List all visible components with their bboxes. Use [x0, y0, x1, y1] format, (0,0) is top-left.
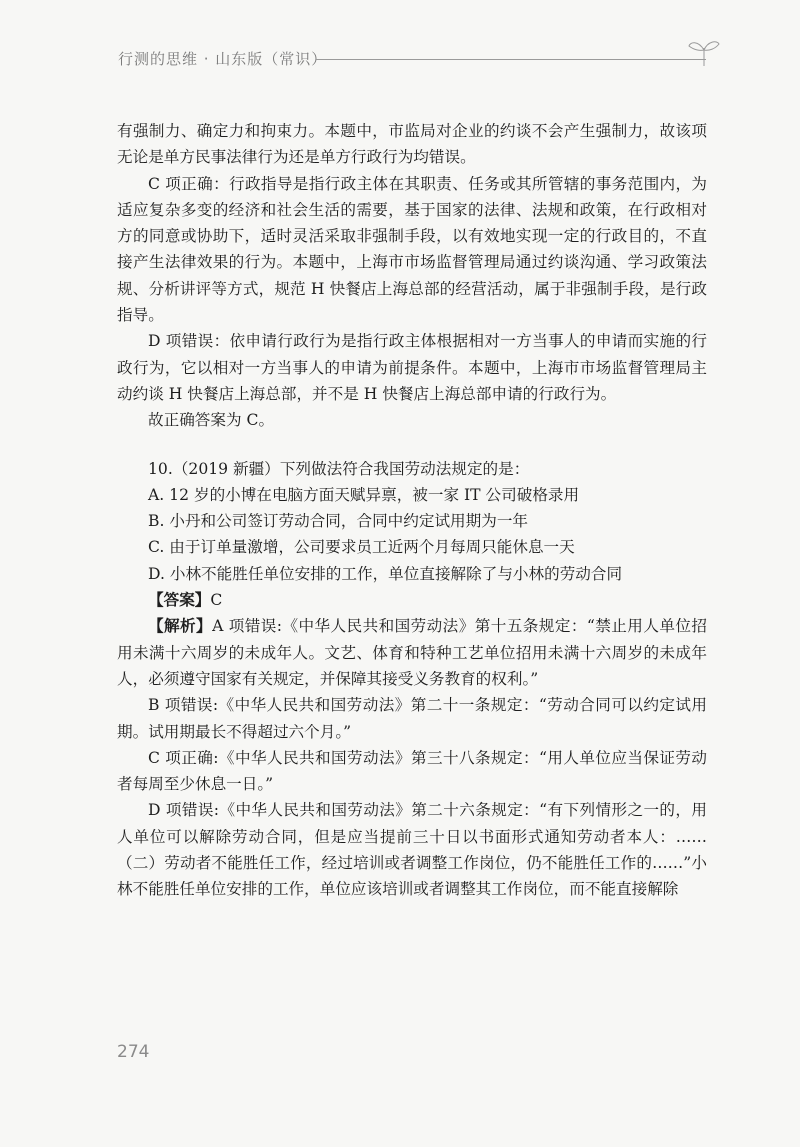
analysis-b: B 项错误:《中华人民共和国劳动法》第二十一条规定：“劳动合同可以约定试用期。试用期最长不得超过六个月。”: [117, 696, 707, 741]
question-stem: 10.（2019 新疆）下列做法符合我国劳动法规定的是：: [148, 459, 530, 478]
paragraph-option-d: D 项错误：依申请行政行为是指行政主体根据相对一方当事人的申请而实施的行政行为，它以相对一方当事人的申请为前提条件。本题中，上海市市场监督管理局主动约谈 H 快餐店上海总部，并不是 H 快餐店上海总部申请的行政行为。: [117, 332, 707, 403]
answer-value: C: [210, 591, 223, 610]
page-body: [117, 118, 707, 903]
page-number: 274: [117, 1042, 150, 1062]
analysis-c: C 项正确:《中华人民共和国劳动法》第三十八条规定：“用人单位应当保证劳动者每周至少休息一日。”: [117, 748, 707, 794]
running-header: [118, 44, 718, 74]
answer-tag: 【答案】: [148, 590, 211, 610]
header-title: 行测的思维 · 山东版（常识）: [118, 50, 328, 68]
analysis-d: D 项错误:《中华人民共和国劳动法》第二十六条规定：“有下列情形之一的，用人单位可以解除劳动合同，但是应当提前三十日以书面形式通知劳动者本人：……（二）劳动者不能胜任工作，经过培训或者调整工作岗位，仍不能胜任工作的……”小林不能胜任单位安排的工作，单位应该培训或者调整其工作岗位，而不能直接解除: [117, 801, 707, 899]
sprout-icon: [686, 38, 722, 68]
paragraph-continued: 有强制力、确定力和拘束力。本题中，市监局对企业的约谈不会产生强制力，故该项无论是单方民事法律行为还是单方行政行为均错误。: [117, 122, 707, 167]
question-option-d: D. 小林不能胜任单位安排的工作，单位直接解除了与小林的劳动合同: [148, 564, 623, 583]
question-option-c: C. 由于订单量激增，公司要求员工近两个月每周只能休息一天: [148, 538, 575, 557]
question-option-a: A. 12 岁的小博在电脑方面天赋异禀，被一家 IT 公司破格录用: [148, 485, 580, 504]
analysis-a-text: A 项错误:《中华人民共和国劳动法》第十五条规定：“禁止用人单位招用未满十六周岁的未成年人。文艺、体育和特种工艺单位招用未满十六周岁的未成年人，必须遵守国家有关规定，并保障其接受义务教育的权利。”: [117, 617, 707, 688]
question-option-b: B. 小丹和公司签订劳动合同，合同中约定试用期为一年: [148, 512, 529, 531]
answer-line: [117, 587, 707, 613]
paragraph-option-c: C 项正确：行政指导是指行政主体在其职责、任务或其所管辖的事务范围内，为适应复杂多变的经济和社会生活的需要，基于国家的法律、法规和政策，在行政相对方的同意或协助下，适时灵活采取非强制手段，以有效地实现一定的行政目的，不直接产生法律效果的行为。本题中，上海市市场监督管理局通过约谈沟通、学习政策法规、分析讲评等方式，规范 H 快餐店上海总部的经营活动，属于非强制手段，是行政指导。: [117, 174, 707, 325]
analysis-tag: 【解析】: [148, 616, 213, 636]
paragraph-conclusion: 故正确答案为 C。: [148, 411, 275, 430]
header-rule: [316, 59, 706, 60]
analysis-a: [117, 613, 707, 692]
section-gap: [117, 434, 707, 456]
